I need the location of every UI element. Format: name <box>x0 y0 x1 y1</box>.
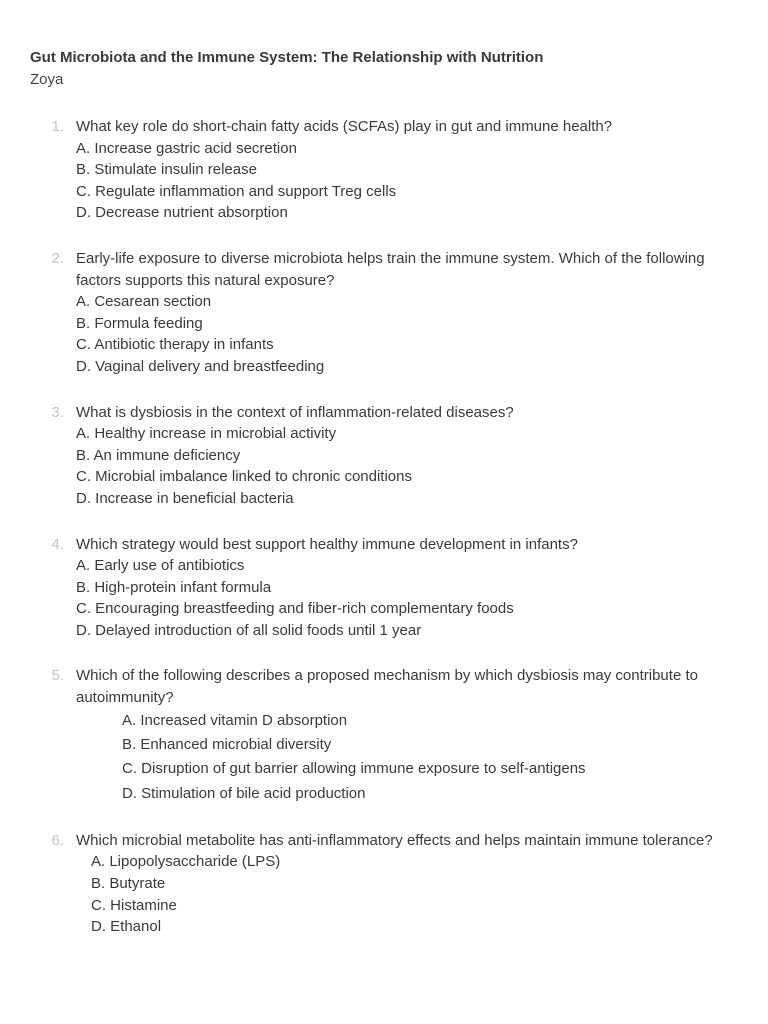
question-number: 2. <box>51 249 64 267</box>
option-a: A. Healthy increase in microbial activity <box>76 425 337 443</box>
option-d: D. Increase in beneficial bacteria <box>76 489 294 507</box>
option-c: C. Histamine <box>91 896 177 914</box>
question-text: What key role do short-chain fatty acids (SCFAs) play in gut and immune health? <box>76 118 613 135</box>
question-text: Which of the following describes a proposed mechanism by which dysbiosis may contribute to autoimmunity? <box>76 667 698 707</box>
option-list <box>76 851 730 937</box>
option-list <box>76 555 730 641</box>
option-d: D. Vaginal delivery and breastfeeding <box>76 357 325 375</box>
option-c: C. Disruption of gut barrier allowing immune exposure to self-antigens <box>122 760 586 778</box>
question-3 <box>30 402 730 510</box>
option-list <box>76 423 730 509</box>
option-list <box>76 138 730 224</box>
option-b: B. Stimulate insulin release <box>76 161 257 179</box>
question-text: What is dysbiosis in the context of inflammation-related diseases? <box>76 403 514 421</box>
question-text: Which strategy would best support healthy immune development in infants? <box>76 535 578 553</box>
question-2 <box>30 248 730 378</box>
document-author: Zoya <box>30 71 64 88</box>
option-a: A. Increase gastric acid secretion <box>76 139 297 157</box>
option-c: C. Encouraging breastfeeding and fiber-rich complementary foods <box>76 600 514 618</box>
option-b: B. Enhanced microbial diversity <box>122 735 332 753</box>
question-6 <box>30 830 730 938</box>
option-b: B. An immune deficiency <box>76 446 241 464</box>
question-1 <box>30 116 730 224</box>
option-list <box>76 709 730 806</box>
question-4 <box>30 534 730 642</box>
option-c: C. Microbial imbalance linked to chronic conditions <box>76 468 412 486</box>
question-number: 6. <box>51 831 64 849</box>
option-b: B. High-protein infant formula <box>76 578 272 596</box>
question-text: Early-life exposure to diverse microbiota helps train the immune system. Which of the following factors supports this natural exposure? <box>76 249 705 289</box>
question-text: Which microbial metabolite has anti-inflammatory effects and helps maintain immune tolerance? <box>76 831 713 849</box>
question-number: 3. <box>51 403 64 421</box>
option-d: D. Stimulation of bile acid production <box>122 784 366 802</box>
option-d: D. Decrease nutrient absorption <box>76 204 288 222</box>
option-a: A. Lipopolysaccharide (LPS) <box>91 853 281 871</box>
option-a: A. Increased vitamin D absorption <box>122 711 348 729</box>
option-d: D. Ethanol <box>91 918 162 936</box>
document-page <box>30 47 730 962</box>
document-title: Gut Microbiota and the Immune System: The Relationship with Nutrition <box>30 49 544 66</box>
question-number: 5. <box>51 667 64 685</box>
option-d: D. Delayed introduction of all solid foods until 1 year <box>76 621 422 639</box>
option-b: B. Formula feeding <box>76 314 203 332</box>
question-number: 1. <box>51 118 64 135</box>
option-c: C. Regulate inflammation and support Treg cells <box>76 182 397 200</box>
question-5 <box>30 665 730 805</box>
option-list <box>76 291 730 377</box>
option-c: C. Antibiotic therapy in infants <box>76 336 274 354</box>
option-a: A. Early use of antibiotics <box>76 557 245 575</box>
option-b: B. Butyrate <box>91 875 166 893</box>
question-list <box>30 116 730 938</box>
question-number: 4. <box>51 535 64 553</box>
option-a: A. Cesarean section <box>76 293 212 311</box>
